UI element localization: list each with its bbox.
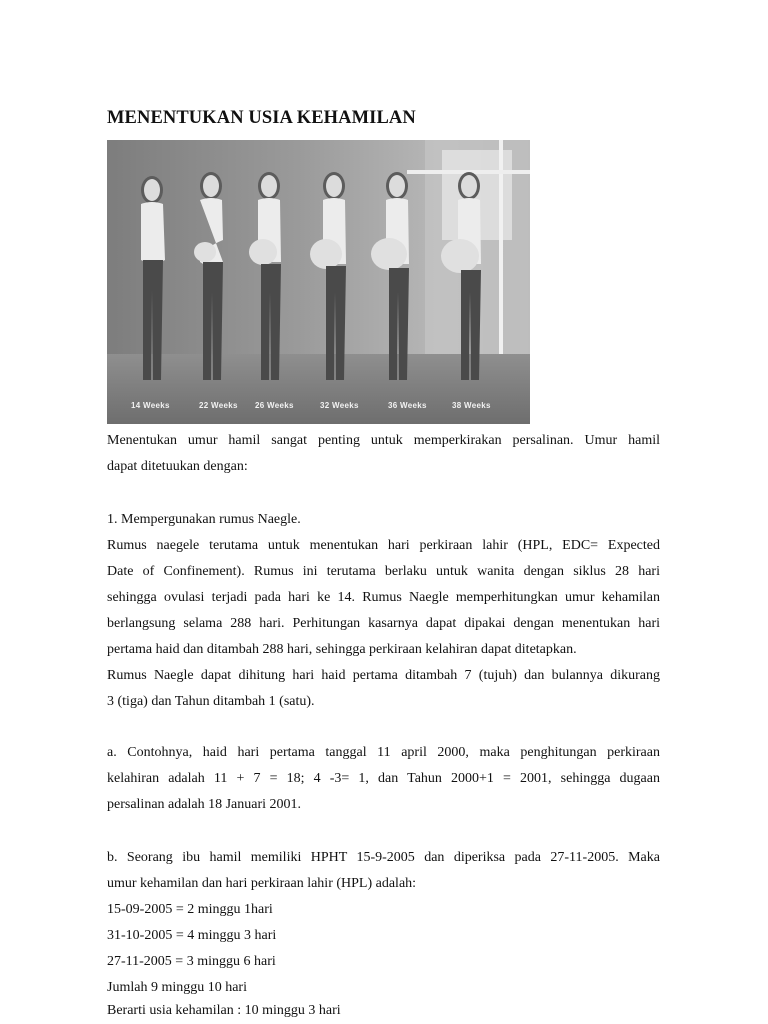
figure-36-weeks <box>371 172 409 380</box>
text-line: Jumlah 9 minggu 10 hari <box>107 980 247 995</box>
pregnancy-stages-photo <box>107 140 530 424</box>
text-line: persalinan adalah 18 Januari 2001. <box>107 797 301 812</box>
text-line: 31-10-2005 = 4 minggu 3 hari <box>107 928 277 943</box>
text-line: Rumus naegele terutama untuk menentukan hari perkiraan lahir (HPL, EDC= Expected <box>107 538 660 553</box>
week-label-2: 22 Weeks <box>199 401 238 410</box>
text-line: Menentukan umur hamil sangat penting untuk memperkirakan persalinan. Umur hamil <box>107 433 660 448</box>
pregnant-woman-figures <box>107 140 530 424</box>
text-line: pertama haid dan ditambah 288 hari, sehingga perkiraan kelahiran dapat ditetapkan. <box>107 642 577 657</box>
text-line: umur kehamilan dan hari perkiraan lahir (HPL) adalah: <box>107 876 417 891</box>
figure-38-weeks <box>441 172 481 380</box>
text-line: 15-09-2005 = 2 minggu 1hari <box>107 902 273 917</box>
text-line: kelahiran adalah 11 + 7 = 18; 4 -3= 1, dan Tahun 2000+1 = 2001, sehingga dugaan <box>107 771 660 786</box>
week-label-3: 26 Weeks <box>255 401 294 410</box>
figure-22-weeks <box>194 172 223 380</box>
document-title: MENENTUKAN USIA KEHAMILAN <box>107 108 416 128</box>
text-line: 3 (tiga) dan Tahun ditambah 1 (satu). <box>107 694 315 709</box>
text-line: b. Seorang ibu hamil memiliki HPHT 15-9-2005 dan diperiksa pada 27-11-2005. Maka <box>107 850 660 865</box>
figure-32-weeks <box>310 172 346 380</box>
text-line: 27-11-2005 = 3 minggu 6 hari <box>107 954 276 969</box>
week-label-6: 38 Weeks <box>452 401 491 410</box>
figure-14-weeks <box>141 176 165 380</box>
figure-26-weeks <box>249 172 281 380</box>
list-heading: 1. Mempergunakan rumus Naegle. <box>107 512 301 527</box>
text-line: Date of Confinement). Rumus ini terutama berlaku untuk wanita dengan siklus 28 hari <box>107 564 660 579</box>
text-line: sehingga ovulasi terjadi pada hari ke 14. Rumus Naegle memperhitungkan umur kehamilan <box>107 590 660 605</box>
text-line: Rumus Naegle dapat dihitung hari haid pertama ditambah 7 (tujuh) dan bulannya dikurang <box>107 668 660 683</box>
text-line: dapat ditetuukan dengan: <box>107 459 248 474</box>
text-line: berlangsung selama 288 hari. Perhitungan kasarnya dapat dipakai dengan menentukan hari <box>107 616 660 631</box>
text-line: a. Contohnya, haid hari pertama tanggal 11 april 2000, maka penghitungan perkiraan <box>107 745 660 760</box>
week-label-1: 14 Weeks <box>131 401 170 410</box>
week-label-5: 36 Weeks <box>388 401 427 410</box>
text-line: Berarti usia kehamilan : 10 minggu 3 hari <box>107 1003 341 1018</box>
week-label-4: 32 Weeks <box>320 401 359 410</box>
